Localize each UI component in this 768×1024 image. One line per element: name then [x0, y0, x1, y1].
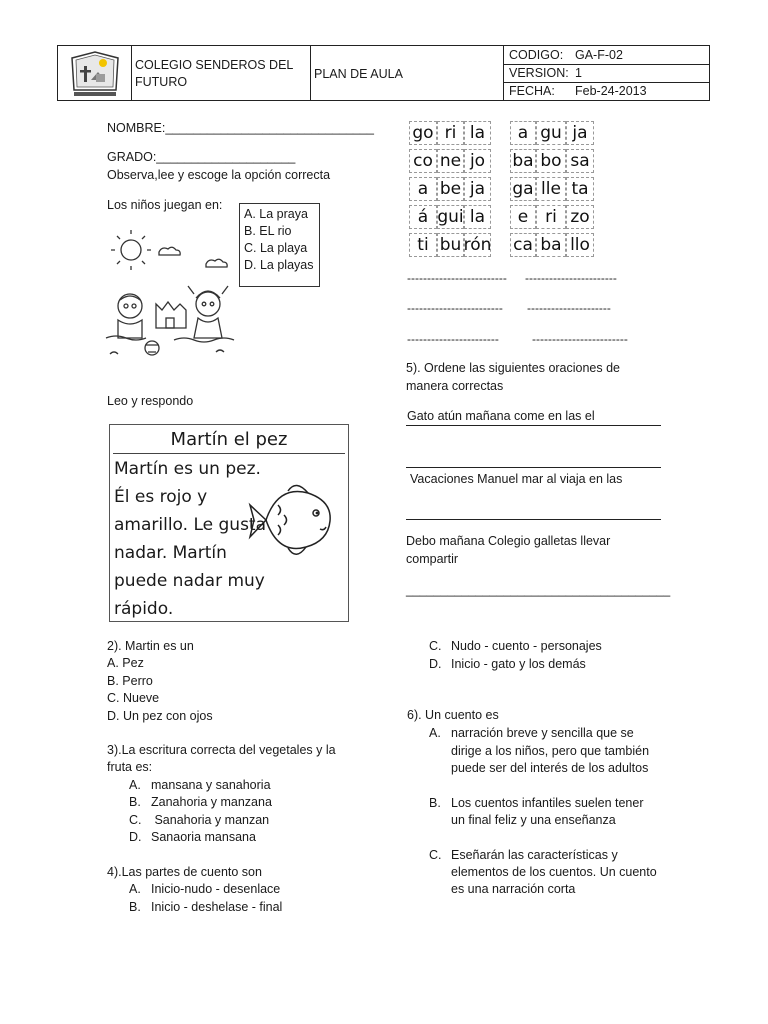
school-name-line1: COLEGIO SENDEROS DEL [135, 58, 294, 72]
q3-option: D. Sanaoria mansana [129, 830, 256, 844]
fecha-label: FECHA: [509, 84, 555, 98]
answer-line-text: ______________________________________ [406, 583, 671, 597]
syllable-cell: ta [566, 177, 594, 201]
q6-option-marker: A. [429, 726, 441, 740]
q2-option: B. Perro [107, 674, 153, 688]
dash-line: ----------------------- [407, 332, 499, 346]
beach-kids-illustration [104, 228, 236, 364]
fecha-value: Feb-24-2013 [575, 84, 647, 98]
q3-option: B. Zanahoria y manzana [129, 795, 272, 809]
q3-option: A. mansana y sanahoria [129, 778, 271, 792]
syllable-cell: gu [536, 121, 566, 145]
syllable-cell: be [437, 177, 464, 201]
story-line: nadar. Martín [114, 543, 227, 563]
syllable-word [409, 121, 491, 145]
q1-options-box [239, 203, 320, 287]
dash-line: --------------------- [527, 301, 611, 315]
story-line: amarillo. Le gusta [114, 515, 267, 535]
syllable-word [510, 121, 594, 145]
syllable-cell: ri [536, 205, 566, 229]
q4-option: D. Inicio - gato y los demás [429, 657, 586, 671]
syllable-cell: ti [409, 233, 437, 257]
syllable-cell: la [464, 205, 491, 229]
q4-option: A. Inicio-nudo - desenlace [129, 882, 281, 896]
q1-option: D. La playas [244, 258, 314, 272]
doc-title: PLAN DE AULA [314, 67, 403, 81]
q6-option-line: dirige a los niños, pero que también [451, 744, 650, 758]
q6-prompt: 6). Un cuento es [407, 708, 499, 722]
q2-option: D. Un pez con ojos [107, 709, 213, 723]
q3-option: C. Sanahoria y manzan [129, 813, 270, 827]
story-card [109, 424, 349, 622]
syllable-cell: rón [463, 235, 492, 255]
q5-sentence: Gato atún mañana come en las el [407, 409, 595, 423]
syllable-cell: la [464, 121, 491, 145]
q6-option-line: un final feliz y una enseñanza [451, 813, 616, 827]
syllable-cell: gui [437, 207, 464, 227]
dash-line: ------------------------- [407, 271, 507, 285]
syllable-cell: go [409, 121, 437, 145]
q6-option-line: puede ser del interés de los adultos [451, 761, 649, 775]
syllable-cell: bu [437, 233, 464, 257]
syllable-word [510, 205, 594, 229]
syllable-cell: bo [536, 149, 566, 173]
leo-y-respondo: Leo y respondo [107, 394, 194, 408]
syllable-word [409, 149, 491, 173]
story-line: Él es rojo y [114, 487, 208, 507]
version-label: VERSION: [509, 66, 569, 80]
story-title-divider [113, 453, 345, 454]
syllable-cell: ca [510, 233, 536, 257]
syllable-word [510, 177, 594, 201]
story-line: puede nadar muy [114, 571, 265, 591]
logo-cell [58, 46, 132, 100]
syllable-word [409, 177, 491, 201]
story-line: Martín es un pez. [114, 459, 261, 479]
q6-option-marker: B. [429, 796, 441, 810]
q3-prompt: fruta es: [107, 760, 153, 774]
instruction: Observa,lee y escoge la opción correcta [107, 168, 331, 182]
syllable-word [510, 149, 594, 173]
syllable-cell: lle [536, 177, 566, 201]
q2-prompt: 2). Martin es un [107, 639, 194, 653]
q6-option-line: elementos de los cuentos. Un cuento [451, 865, 657, 879]
dash-line: ----------------------- [525, 271, 617, 285]
codigo-label: CODIGO: [509, 48, 564, 62]
syllable-cell: ba [510, 149, 536, 173]
syllable-cell: llo [566, 233, 594, 257]
syllable-word [510, 233, 594, 257]
q2-option: A. Pez [107, 656, 144, 670]
syllable-word [409, 233, 491, 257]
syllable-cell: ne [437, 149, 464, 173]
syllable-cell: ri [437, 121, 464, 145]
nombre-field: NOMBRE:______________________________ [107, 121, 374, 135]
version-value: 1 [575, 66, 582, 80]
codigo-value: GA-F-02 [575, 48, 623, 62]
q5-prompt: 5). Ordene las siguientes oraciones de [406, 361, 621, 375]
q6-option-line: Eseñarán las características y [451, 848, 618, 862]
syllable-cell: ba [536, 233, 566, 257]
syllable-cell: ja [566, 121, 594, 145]
q5-sentence: Debo mañana Colegio galletas llevar [406, 534, 611, 548]
syllable-cell: co [409, 149, 437, 173]
school-name-line2: FUTURO [135, 75, 188, 89]
fish-illustration [248, 475, 338, 565]
syllable-cell: ja [464, 177, 491, 201]
q5-sentence: compartir [406, 552, 459, 566]
q6-option-line: Los cuentos infantiles suelen tener [451, 796, 644, 810]
doc-title-cell [311, 46, 504, 100]
q6-option-line: narración breve y sencilla que se [451, 726, 634, 740]
q4-option: B. Inicio - deshelase - final [129, 900, 283, 914]
q5-sentence: Vacaciones Manuel mar al viaja en las [410, 472, 623, 486]
syllable-cell: e [510, 205, 536, 229]
q3-prompt: 3).La escritura correcta del vegetales y la [107, 743, 336, 757]
q1-prompt: Los niños juegan en: [107, 198, 223, 212]
syllable-cell: a [510, 121, 536, 145]
q2-option: C. Nueve [107, 691, 160, 705]
school-cell [132, 46, 311, 100]
dash-line: ------------------------ [532, 332, 628, 346]
answer-line [406, 467, 661, 468]
answer-line [406, 519, 661, 520]
q4-prompt: 4).Las partes de cuento son [107, 865, 262, 879]
header-table [57, 45, 710, 101]
syllable-word [409, 205, 491, 229]
q1-option: C. La playa [244, 241, 308, 255]
dash-line: ------------------------ [407, 301, 503, 315]
story-title: Martín el pez [170, 429, 288, 450]
syllable-cell: a [409, 177, 437, 201]
syllable-cell: sa [566, 149, 594, 173]
q4-option: C. Nudo - cuento - personajes [429, 639, 602, 653]
q6-option-line: es una narración corta [451, 882, 576, 896]
grado-field: GRADO:____________________ [107, 150, 296, 164]
syllable-cell: ga [510, 177, 536, 201]
school-logo [58, 46, 132, 100]
syllable-cell: jo [464, 149, 491, 173]
syllable-cell: á [409, 205, 437, 229]
answer-line [406, 425, 661, 426]
q1-option: A. La praya [244, 207, 308, 221]
story-line: rápido. [114, 599, 174, 619]
q6-option-marker: C. [429, 848, 442, 862]
q5-prompt: manera correctas [406, 379, 504, 393]
syllable-cell: zo [566, 205, 594, 229]
q1-option: B. EL rio [244, 224, 292, 238]
